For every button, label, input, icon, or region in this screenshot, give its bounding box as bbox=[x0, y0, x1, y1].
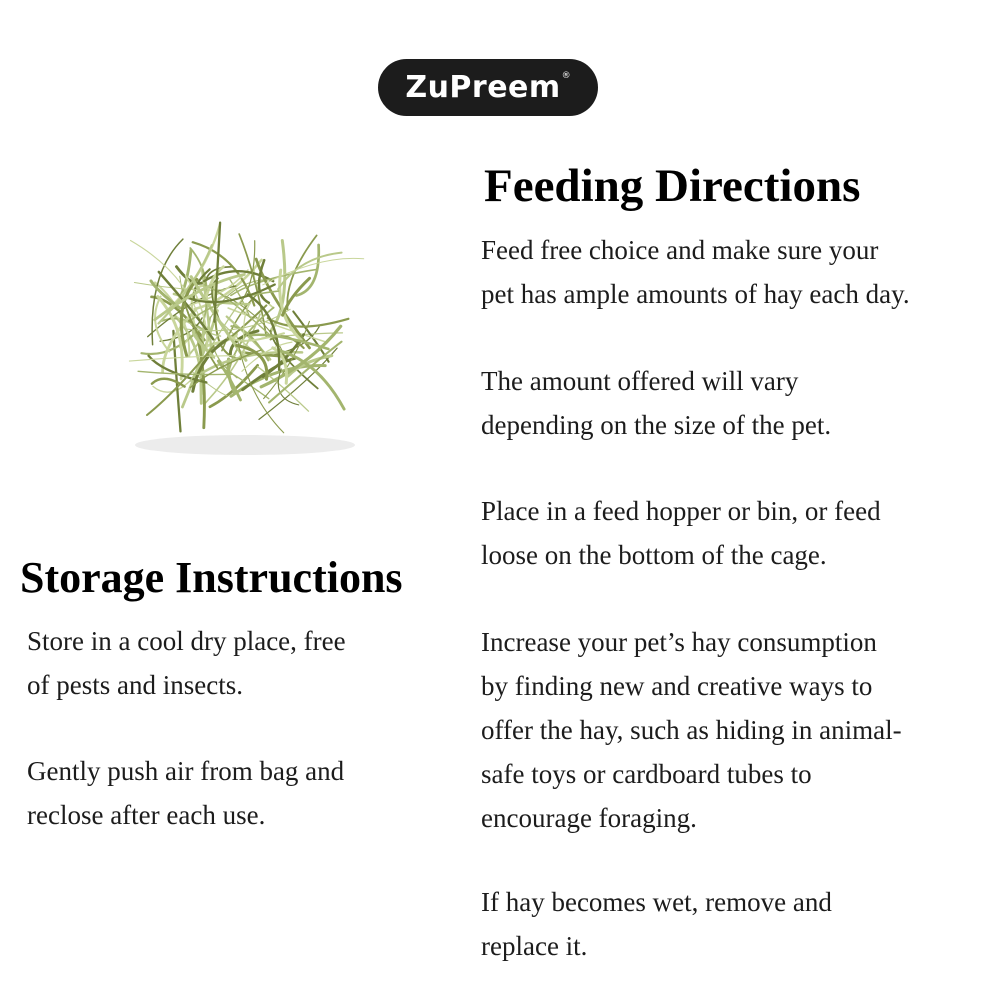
logo-text: ZuPreem bbox=[405, 70, 561, 105]
registered-mark: ® bbox=[561, 70, 571, 81]
feeding-paragraph-4: Increase your pet’s hay consumption by finding new and creative ways to offer the hay, such as hiding in animal- safe toys or cardboard tubes to encourage foraging. bbox=[481, 627, 902, 833]
feeding-paragraph-1: Feed free choice and make sure your pet has ample amounts of hay each day. bbox=[481, 235, 910, 309]
hay-image bbox=[95, 205, 380, 475]
hay-strands bbox=[129, 223, 363, 433]
hay-strand bbox=[268, 318, 349, 327]
hay-strand bbox=[138, 371, 232, 374]
feeding-directions-title: Feeding Directions bbox=[484, 160, 861, 212]
storage-paragraph-1: Store in a cool dry place, free of pests and insects. bbox=[27, 626, 346, 700]
storage-paragraph-2: Gently push air from bag and reclose after each use. bbox=[27, 756, 345, 830]
zupreem-logo bbox=[378, 59, 598, 116]
feeding-paragraph-2: The amount offered will vary depending on the size of the pet. bbox=[481, 366, 832, 440]
hay-shadow bbox=[135, 435, 355, 455]
feeding-paragraph-3: Place in a feed hopper or bin, or feed loose on the bottom of the cage. bbox=[481, 496, 881, 570]
feeding-paragraph-5: If hay becomes wet, remove and replace it. bbox=[481, 887, 832, 961]
storage-instructions-title: Storage Instructions bbox=[20, 553, 403, 602]
